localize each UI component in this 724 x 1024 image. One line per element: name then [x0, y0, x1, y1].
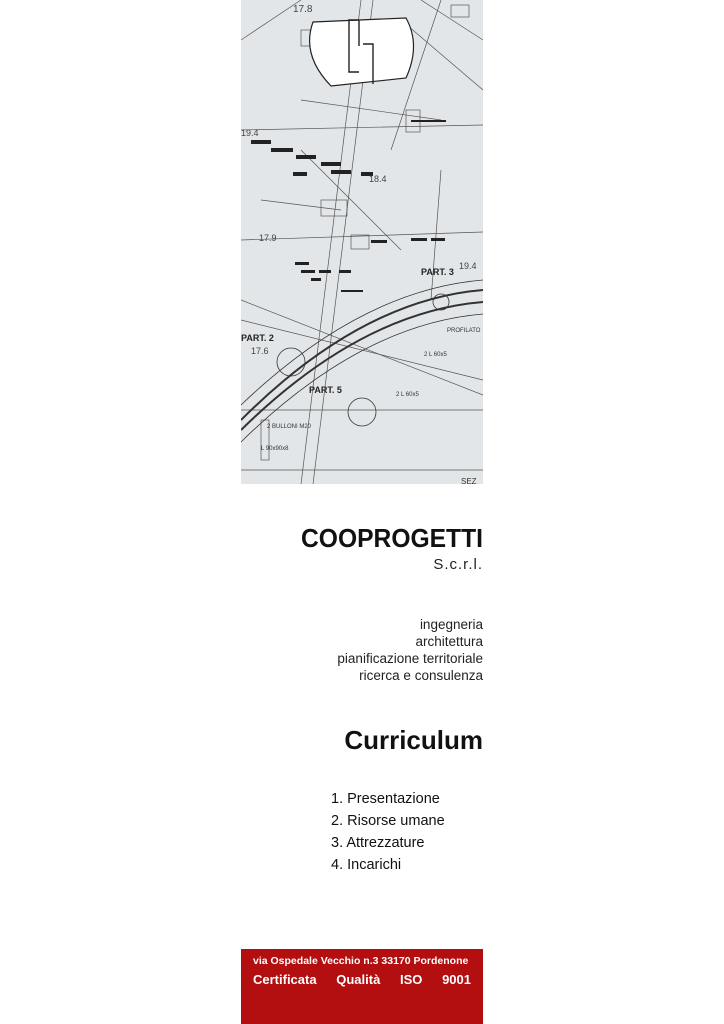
- technical-drawing: [241, 0, 483, 484]
- drawing-elevation-label: 19.4: [241, 128, 259, 138]
- drawing-annotation: SEZ: [461, 477, 477, 484]
- company-legal-form: S.c.r.l.: [433, 556, 483, 573]
- services-list: [337, 616, 483, 684]
- drawing-elevation-label: 18.4: [369, 174, 387, 184]
- cert-word: Certificata: [253, 972, 317, 987]
- drawing-elevation-label: 17.6: [251, 346, 269, 356]
- cert-word: ISO: [400, 972, 423, 987]
- certification-line: [253, 972, 471, 987]
- drawing-annotation: 2 BULLONI M20: [267, 424, 312, 430]
- drawing-part-label: PART. 5: [309, 385, 342, 395]
- drawing-elevation-label: 17.9: [259, 233, 277, 243]
- drawing-annotation: L 90x90x8: [261, 446, 289, 452]
- toc-item: 3. Attrezzature: [331, 835, 425, 851]
- table-of-contents: [331, 788, 445, 876]
- service-item: architettura: [415, 634, 483, 649]
- service-item: ricerca e consulenza: [359, 668, 483, 683]
- cert-word: 9001: [442, 972, 471, 987]
- drawing-annotation: 2 L 60x5: [396, 392, 419, 398]
- service-item: ingegneria: [419, 617, 483, 632]
- company-logo: [300, 522, 484, 552]
- company-name: COOPROGETTI: [301, 523, 483, 552]
- drawing-elevation-label: 17.8: [293, 4, 313, 15]
- drawing-part-label: PART. 3: [421, 267, 454, 277]
- document-title: Curriculum: [344, 725, 483, 755]
- company-address: via Ospedale Vecchio n.3 33170 Pordenone: [253, 955, 469, 967]
- technical-drawing-banner: [241, 0, 483, 484]
- toc-item: 1. Presentazione: [331, 791, 440, 807]
- drawing-annotation: 2 L 60x5: [424, 352, 447, 358]
- footer-banner: [241, 949, 483, 1024]
- drawing-annotation: PROFILATO: [447, 328, 481, 334]
- service-item: pianificazione territoriale: [337, 651, 483, 666]
- cert-word: Qualità: [336, 972, 381, 987]
- drawing-elevation-label: 19.4: [459, 261, 477, 271]
- toc-item: 4. Incarichi: [331, 857, 402, 873]
- drawing-part-label: PART. 2: [241, 333, 274, 343]
- toc-item: 2. Risorse umane: [331, 813, 445, 829]
